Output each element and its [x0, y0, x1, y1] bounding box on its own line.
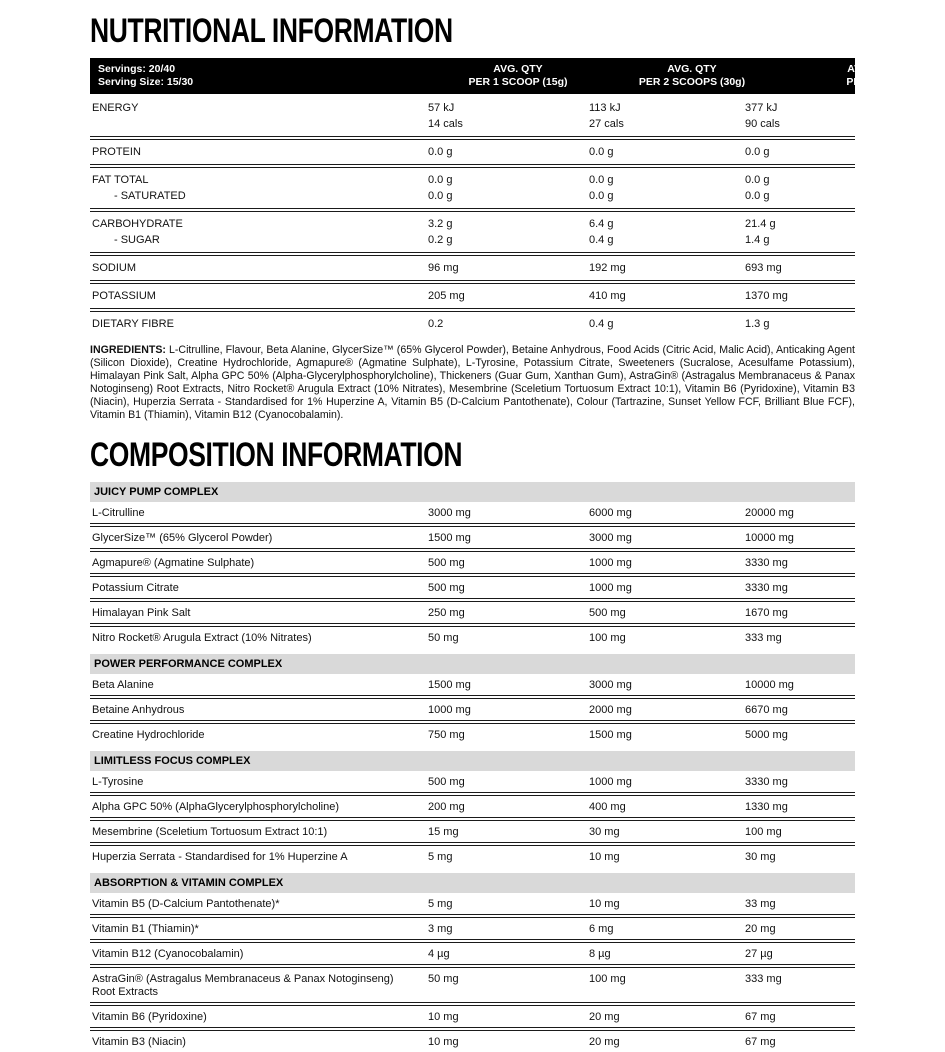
ingredient-value: 6670 mg [745, 704, 788, 717]
ingredient-name: GlycerSize™ (65% Glycerol Powder) [92, 532, 273, 545]
column-header-3-line2: PER 100 g [846, 76, 898, 88]
ingredient-value: 10000 mg [745, 679, 794, 692]
complex-section-rows [90, 893, 855, 1052]
ingredient-value: 2000 mg [589, 704, 632, 717]
nutrient-row [90, 168, 855, 212]
column-header-3-line1: AVG. QTY [847, 63, 897, 75]
nutrient-value: 0.0 g [745, 145, 770, 158]
nutrient-label-cell [90, 144, 428, 160]
nutrient-row [90, 256, 855, 284]
ingredient-row [90, 821, 855, 846]
nutrient-value-cell [745, 216, 855, 248]
nutrient-value: 6.4 g [589, 217, 614, 230]
nutrient-value: 0.0 g [745, 189, 770, 202]
column-header-1-line1: AVG. QTY [493, 63, 543, 75]
ingredients-label: INGREDIENTS: [90, 344, 166, 356]
column-header-2-scoops [607, 63, 777, 89]
nutrient-value-cell [589, 144, 745, 160]
ingredient-name: Vitamin B6 (Pyridoxine) [92, 1011, 207, 1024]
ingredient-value: 100 mg [589, 973, 626, 986]
ingredient-value: 33 mg [745, 898, 776, 911]
ingredient-row [90, 943, 855, 968]
nutrient-value: 0.2 [428, 317, 444, 330]
ingredient-value: 27 µg [745, 948, 773, 961]
nutrient-value-cell [589, 216, 745, 248]
ingredient-row [90, 577, 855, 602]
ingredient-row [90, 1006, 855, 1031]
ingredient-value: 1000 mg [589, 776, 632, 789]
ingredient-name: Vitamin B3 (Niacin) [92, 1036, 186, 1049]
ingredient-value: 333 mg [745, 632, 782, 645]
nutrition-table-body [90, 96, 855, 336]
ingredient-value: 10 mg [428, 1011, 459, 1024]
nutrient-value: 57 kJ [428, 101, 455, 114]
ingredient-row [90, 527, 855, 552]
ingredient-value: 333 mg [745, 973, 782, 986]
nutrient-value: 192 mg [589, 261, 626, 274]
nutrient-value: 0.0 g [428, 145, 453, 158]
ingredient-value: 15 mg [428, 826, 459, 839]
ingredient-value: 4 µg [428, 948, 450, 961]
nutrient-value-cell [589, 260, 745, 276]
ingredient-row [90, 771, 855, 796]
ingredient-value: 10 mg [589, 898, 620, 911]
nutrition-header-bar [90, 58, 898, 94]
nutrient-row [90, 312, 855, 336]
nutrient-label-cell [90, 100, 428, 132]
nutrient-value: 96 mg [428, 261, 459, 274]
nutrient-value: 0.4 g [589, 317, 614, 330]
ingredient-name: Vitamin B12 (Cyanocobalamin) [92, 948, 244, 961]
composition-table-body [90, 482, 855, 1052]
ingredient-value: 3330 mg [745, 776, 788, 789]
ingredient-name: L-Tyrosine [92, 776, 144, 789]
nutrient-value: 410 mg [589, 289, 626, 302]
nutrient-row [90, 96, 855, 140]
composition-title-text: COMPOSITION INFORMATION [90, 436, 463, 475]
ingredient-value: 6 mg [589, 923, 614, 936]
nutrient-value: 0.0 g [428, 173, 453, 186]
ingredient-value: 20 mg [589, 1036, 620, 1049]
nutrient-value-cell [745, 316, 855, 332]
complex-section-rows [90, 502, 855, 648]
ingredient-value: 1000 mg [589, 582, 632, 595]
ingredient-name: Himalayan Pink Salt [92, 607, 191, 620]
ingredient-row [90, 968, 855, 1006]
ingredient-value: 100 mg [589, 632, 626, 645]
ingredient-value: 50 mg [428, 632, 459, 645]
nutrient-label: - SATURATED [114, 189, 186, 202]
ingredient-value: 10 mg [589, 851, 620, 864]
ingredient-value: 3000 mg [589, 679, 632, 692]
nutrient-value-cell [589, 288, 745, 304]
nutrient-value: 27 cals [589, 117, 624, 130]
nutrient-label: DIETARY FIBRE [92, 317, 174, 330]
nutrient-row [90, 212, 855, 256]
ingredient-value: 250 mg [428, 607, 465, 620]
ingredient-name: Betaine Anhydrous [92, 704, 185, 717]
servings-info [98, 63, 193, 89]
nutrient-value-cell [428, 172, 589, 204]
nutrient-value: 377 kJ [745, 101, 778, 114]
nutrient-value: 1.4 g [745, 233, 770, 246]
ingredient-name: Vitamin B5 (D-Calcium Pantothenate)* [92, 898, 280, 911]
ingredient-value: 20 mg [589, 1011, 620, 1024]
ingredient-row [90, 674, 855, 699]
column-header-100g [787, 63, 945, 89]
ingredient-name: Potassium Citrate [92, 582, 179, 595]
ingredient-value: 1500 mg [428, 679, 471, 692]
nutrient-label: FAT TOTAL [92, 173, 149, 186]
ingredient-value: 750 mg [428, 729, 465, 742]
complex-section-header: LIMITLESS FOCUS COMPLEX [90, 751, 855, 771]
nutrient-label-cell [90, 316, 428, 332]
ingredient-row [90, 893, 855, 918]
ingredient-name: Nitro Rocket® Arugula Extract (10% Nitrates) [92, 632, 312, 645]
serving-size: Serving Size: 15/30 [98, 76, 194, 88]
ingredient-value: 6000 mg [589, 507, 632, 520]
column-header-1-scoop [433, 63, 603, 89]
nutrient-label-cell [90, 260, 428, 276]
ingredients-list: L-Citrulline, Flavour, Beta Alanine, GlycerSize™ (65% Glycerol Powder), Betaine Anhydrous, Food Acids (Citric Acid, Malic Acid), Anticaking Agent (Silicon Dioxide), Creatine Hydrochloride, Agmapure® (Agmatine Sulphate), L-Tyrosine, Potassium Citrate, Sweeteners (Sucralose, Acesulfame Potassium), Himalayan Pink Salt, Alpha GPC 50% (Alpha-Glycerylphosphorylcholine), Thickeners (Guar Gum, Xanthan Gum), AstraGin® (Astragalus Membranaceus & Panax Notoginseng) Root Extracts, Nitro Rocket® Arugula Extract (10% Nitrates), Mesembrine (Sceletium Tortuosum Extract 10:1), Vitamin B6 (Pyridoxine), Vitamin B3 (Niacin), Huperzia Serrata - Standardised for 1% Huperzine A, Vitamin B5 (D-Calcium Pantothenate), Colour (Tartrazine, Sunset Yellow FCF, Brilliant Blue FCF), Vitamin B1 (Thiamin), Vitamin B12 (Cyanocobalamin). [90, 344, 855, 421]
nutrient-label [90, 116, 428, 119]
nutrient-value: 1370 mg [745, 289, 788, 302]
ingredient-value: 500 mg [428, 557, 465, 570]
nutrient-label-cell [90, 216, 428, 248]
ingredient-value: 20000 mg [745, 507, 794, 520]
ingredient-value: 1000 mg [589, 557, 632, 570]
ingredient-row [90, 1031, 855, 1052]
nutrient-value-cell [428, 288, 589, 304]
ingredient-name: Beta Alanine [92, 679, 154, 692]
nutrient-label: ENERGY [92, 101, 139, 114]
nutrient-value-cell [589, 172, 745, 204]
ingredient-value: 3000 mg [428, 507, 471, 520]
ingredient-name: AstraGin® (Astragalus Membranaceus & Panax Notoginseng) Root Extracts [92, 973, 394, 999]
ingredient-value: 1000 mg [428, 704, 471, 717]
nutrient-value: 0.0 g [428, 189, 453, 202]
ingredient-value: 10 mg [428, 1036, 459, 1049]
column-header-2-line2: PER 2 SCOOPS (30g) [638, 76, 746, 88]
ingredient-value: 3 mg [428, 923, 453, 936]
nutrient-value: 0.2 g [428, 233, 453, 246]
ingredient-name: Mesembrine (Sceletium Tortuosum Extract 10:1) [92, 826, 328, 839]
nutrient-value-cell [589, 316, 745, 332]
ingredient-value: 400 mg [589, 801, 626, 814]
nutrient-label: SODIUM [92, 261, 136, 274]
ingredient-value: 10000 mg [745, 532, 794, 545]
nutrient-value-cell [745, 100, 855, 132]
nutrient-value-cell [428, 144, 589, 160]
ingredient-value: 20 mg [745, 923, 776, 936]
ingredient-value: 30 mg [589, 826, 620, 839]
nutrient-value: 90 cals [745, 117, 780, 130]
complex-section-rows [90, 674, 855, 745]
nutrient-row [90, 284, 855, 312]
composition-title [90, 436, 855, 475]
nutrient-value: 0.0 g [589, 145, 614, 158]
nutrient-label-cell [90, 288, 428, 304]
ingredient-name: Huperzia Serrata - Standardised for 1% Huperzine A [92, 851, 348, 864]
ingredient-name: Alpha GPC 50% (AlphaGlycerylphosphorylcholine) [92, 801, 340, 814]
nutrient-label: PROTEIN [92, 145, 141, 158]
ingredient-row [90, 627, 855, 648]
nutrient-value-cell [428, 316, 589, 332]
nutrient-label: - SUGAR [114, 233, 160, 246]
ingredient-value: 50 mg [428, 973, 459, 986]
nutrient-value: 1.3 g [745, 317, 770, 330]
ingredient-value: 30 mg [745, 851, 776, 864]
column-header-2-line1: AVG. QTY [667, 63, 717, 75]
ingredient-value: 3330 mg [745, 582, 788, 595]
ingredient-row [90, 552, 855, 577]
ingredient-value: 5 mg [428, 898, 453, 911]
nutrient-value: 0.0 g [589, 189, 614, 202]
ingredient-value: 1500 mg [428, 532, 471, 545]
ingredient-value: 1670 mg [745, 607, 788, 620]
ingredient-value: 67 mg [745, 1011, 776, 1024]
ingredient-value: 200 mg [428, 801, 465, 814]
ingredient-row [90, 699, 855, 724]
nutrient-label: POTASSIUM [92, 289, 156, 302]
ingredient-value: 500 mg [428, 776, 465, 789]
nutrient-value: 0.0 g [589, 173, 614, 186]
nutrient-value: 205 mg [428, 289, 465, 302]
nutrient-value: 0.0 g [745, 173, 770, 186]
ingredient-row [90, 796, 855, 821]
ingredient-value: 5000 mg [745, 729, 788, 742]
nutrient-value: 0.4 g [589, 233, 614, 246]
nutrient-row [90, 140, 855, 168]
ingredient-value: 67 mg [745, 1036, 776, 1049]
ingredient-value: 3330 mg [745, 557, 788, 570]
ingredient-row [90, 724, 855, 745]
nutrient-value-cell [428, 216, 589, 248]
ingredient-value: 1330 mg [745, 801, 788, 814]
nutrient-label-cell [90, 172, 428, 204]
ingredient-name: Vitamin B1 (Thiamin)* [92, 923, 199, 936]
ingredient-row [90, 846, 855, 867]
ingredient-value: 5 mg [428, 851, 453, 864]
nutrient-value: 21.4 g [745, 217, 776, 230]
ingredient-name: Agmapure® (Agmatine Sulphate) [92, 557, 255, 570]
nutrient-value-cell [428, 260, 589, 276]
nutrient-value-cell [745, 172, 855, 204]
nutrient-value: 3.2 g [428, 217, 453, 230]
complex-section-header: ABSORPTION & VITAMIN COMPLEX [90, 873, 855, 893]
complex-section-header: POWER PERFORMANCE COMPLEX [90, 654, 855, 674]
ingredient-row [90, 502, 855, 527]
ingredient-value: 8 µg [589, 948, 611, 961]
ingredient-value: 1500 mg [589, 729, 632, 742]
nutrient-value-cell [745, 260, 855, 276]
nutrient-label: CARBOHYDRATE [92, 217, 183, 230]
nutrient-value: 693 mg [745, 261, 782, 274]
ingredient-name: Creatine Hydrochloride [92, 729, 205, 742]
ingredient-name: L-Citrulline [92, 507, 145, 520]
ingredient-value: 3000 mg [589, 532, 632, 545]
supplement-label [90, 12, 898, 1052]
complex-section-rows [90, 771, 855, 867]
ingredient-row [90, 602, 855, 627]
nutrition-title-text: NUTRITIONAL INFORMATION [90, 12, 453, 50]
column-header-1-line2: PER 1 SCOOP (15g) [468, 76, 568, 88]
nutrient-value-cell [745, 288, 855, 304]
nutrition-title [90, 12, 855, 51]
ingredient-row [90, 918, 855, 943]
complex-section-header: JUICY PUMP COMPLEX [90, 482, 855, 502]
nutrient-value: 113 kJ [589, 101, 621, 114]
servings-count: Servings: 20/40 [98, 63, 176, 75]
ingredient-value: 500 mg [428, 582, 465, 595]
ingredient-value: 500 mg [589, 607, 626, 620]
ingredient-value: 100 mg [745, 826, 782, 839]
ingredients-text [90, 344, 855, 421]
nutrient-value: 14 cals [428, 117, 463, 130]
nutrient-value-cell [589, 100, 745, 132]
nutrient-value-cell [745, 144, 855, 160]
nutrient-value-cell [428, 100, 589, 132]
